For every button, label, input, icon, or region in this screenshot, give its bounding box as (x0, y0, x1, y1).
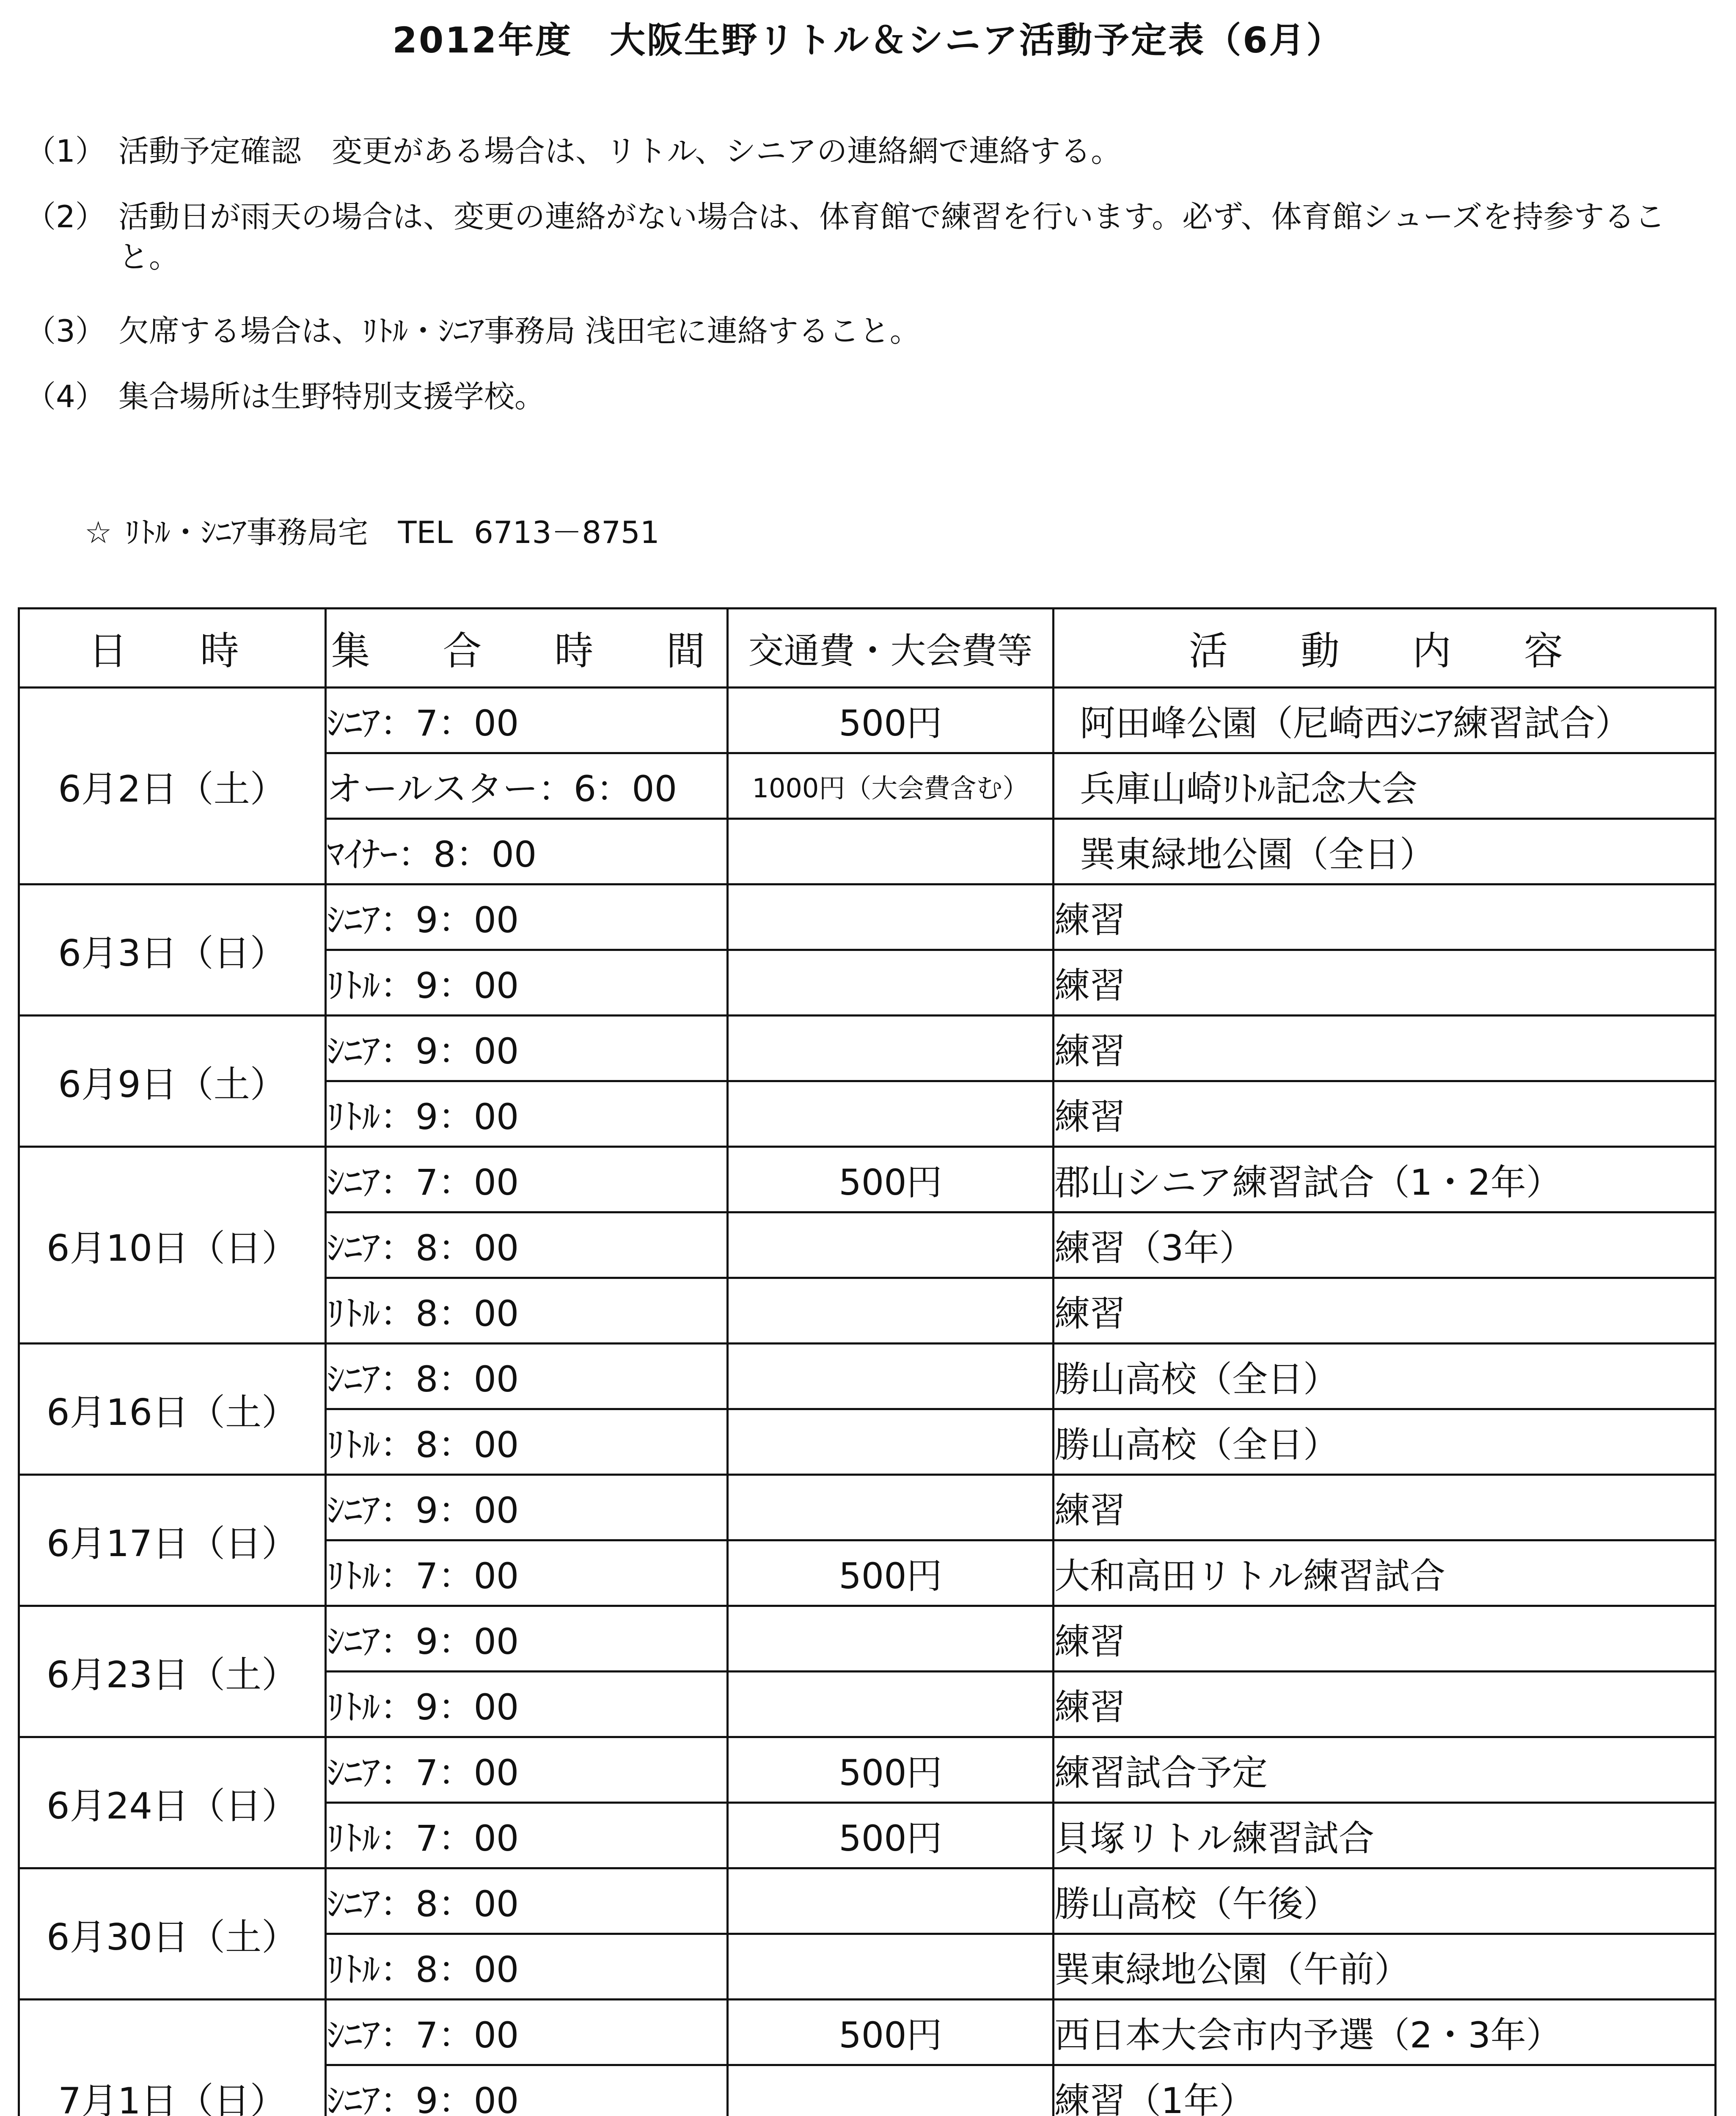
activity-cell: 練習 (1054, 1606, 1716, 1672)
fee-cell (728, 1212, 1054, 1278)
fee-cell (728, 1081, 1054, 1147)
time-cell: ｼﾆｱ：7：00 (326, 1147, 728, 1212)
activity-cell: 西日本大会市内予選（2・3年） (1054, 2000, 1716, 2065)
note-number: （2） (25, 199, 106, 234)
date-cell: 6月9日（土） (19, 1016, 326, 1147)
note-text: 欠席する場合は、ﾘﾄﾙ・ｼﾆｱ事務局 浅田宅に連絡すること。 (118, 313, 920, 349)
activity-cell: 練習 (1054, 884, 1716, 950)
date-cell: 6月17日（日） (19, 1475, 326, 1606)
time-cell: ｼﾆｱ：8：00 (326, 1212, 728, 1278)
time-cell: ｼﾆｱ：9：00 (326, 1016, 728, 1081)
table-row (19, 884, 1716, 950)
fee-cell: 500円 (728, 1147, 1054, 1212)
time-cell: ﾘﾄﾙ：7：00 (326, 1803, 728, 1868)
time-cell: ｼﾆｱ：9：00 (326, 2065, 728, 2116)
activity-cell: 巽東緑地公園（全日） (1054, 819, 1716, 884)
notes-list (17, 131, 1701, 442)
header-fee: 交通費・大会費等 (728, 609, 1054, 688)
table-row (19, 1868, 1716, 1934)
date-cell: 6月2日（土） (19, 688, 326, 884)
star-icon: ☆ (85, 515, 112, 550)
activity-cell: 練習（1年） (1054, 2065, 1716, 2116)
fee-cell (728, 819, 1054, 884)
activity-cell: 練習 (1054, 1475, 1716, 1540)
date-cell: 6月24日（日） (19, 1737, 326, 1868)
note-text: 活動予定確認 変更がある場合は、リトル、シニアの連絡網で連絡する。 (118, 133, 1122, 169)
table-row (19, 688, 1716, 753)
fee-cell: 500円 (728, 1803, 1054, 1868)
table-row (19, 1147, 1716, 1212)
schedule-table (18, 607, 1717, 2116)
fee-cell (728, 1934, 1054, 2000)
date-cell: 6月30日（土） (19, 1868, 326, 2000)
fee-cell: 500円 (728, 2000, 1054, 2065)
time-cell: ｼﾆｱ：7：00 (326, 2000, 728, 2065)
time-cell: ﾘﾄﾙ：9：00 (326, 950, 728, 1016)
header-activity: 活 動 内 容 (1054, 609, 1716, 688)
tel-label: TEL (398, 515, 453, 550)
time-cell: ﾘﾄﾙ：7：00 (326, 1540, 728, 1606)
tel-number: 6713－8751 (474, 515, 660, 550)
activity-cell: 阿田峰公園（尼崎西ｼﾆｱ練習試合） (1054, 688, 1716, 753)
activity-cell: 練習（3年） (1054, 1212, 1716, 1278)
note-item (17, 311, 1701, 377)
time-cell: ﾘﾄﾙ：9：00 (326, 1672, 728, 1737)
time-cell: ﾏｲﾅｰ：8：00 (326, 819, 728, 884)
activity-cell: 練習 (1054, 1672, 1716, 1737)
table-row (19, 1606, 1716, 1672)
fee-cell: 500円 (728, 1737, 1054, 1803)
activity-cell: 練習試合予定 (1054, 1737, 1716, 1803)
time-cell: ｼﾆｱ：9：00 (326, 1606, 728, 1672)
date-cell: 6月23日（土） (19, 1606, 326, 1737)
note-text: 集合場所は生野特別支援学校。 (118, 379, 545, 414)
time-cell: ﾘﾄﾙ：8：00 (326, 1278, 728, 1344)
activity-cell: 練習 (1054, 1278, 1716, 1344)
fee-cell (728, 1606, 1054, 1672)
table-row (19, 1737, 1716, 1803)
date-cell: 6月16日（土） (19, 1344, 326, 1475)
time-cell: ｼﾆｱ：9：00 (326, 884, 728, 950)
time-cell: オールスター：6：00 (326, 753, 728, 819)
time-cell: ｼﾆｱ：8：00 (326, 1344, 728, 1409)
date-cell: 6月10日（日） (19, 1147, 326, 1344)
fee-cell (728, 1868, 1054, 1934)
activity-cell: 郡山シニア練習試合（1・2年） (1054, 1147, 1716, 1212)
note-item (17, 377, 1701, 442)
header-time: 集 合 時 間 (326, 609, 728, 688)
activity-cell: 勝山高校（全日） (1054, 1409, 1716, 1475)
table-row (19, 2000, 1716, 2065)
fee-cell (728, 1016, 1054, 1081)
fee-cell (728, 950, 1054, 1016)
activity-cell: 貝塚リトル練習試合 (1054, 1803, 1716, 1868)
note-number: （3） (25, 313, 106, 349)
note-text: 活動日が雨天の場合は、変更の連絡がない場合は、体育館で練習を行います。必ず、体育館シューズを持参すること。 (118, 199, 1665, 275)
table-header-row (19, 609, 1716, 688)
activity-cell: 練習 (1054, 1016, 1716, 1081)
activity-cell: 勝山高校（全日） (1054, 1344, 1716, 1409)
fee-cell: 1000円（大会費含む） (728, 753, 1054, 819)
office-contact (85, 508, 660, 552)
fee-cell: 500円 (728, 1540, 1054, 1606)
fee-cell (728, 884, 1054, 950)
time-cell: ｼﾆｱ：7：00 (326, 688, 728, 753)
time-cell: ﾘﾄﾙ：8：00 (326, 1934, 728, 2000)
table-row (19, 1475, 1716, 1540)
time-cell: ｼﾆｱ：8：00 (326, 1868, 728, 1934)
fee-cell (728, 1672, 1054, 1737)
table-row (19, 1016, 1716, 1081)
note-item (17, 197, 1701, 311)
activity-cell: 兵庫山崎ﾘﾄﾙ記念大会 (1054, 753, 1716, 819)
activity-cell: 大和高田リトル練習試合 (1054, 1540, 1716, 1606)
note-item (17, 131, 1701, 197)
fee-cell: 500円 (728, 688, 1054, 753)
date-cell: 6月3日（日） (19, 884, 326, 1016)
page-title: 2012年度 大阪生野リトル＆シニア活動予定表（6月） (392, 19, 1344, 61)
time-cell: ｼﾆｱ：7：00 (326, 1737, 728, 1803)
fee-cell (728, 1278, 1054, 1344)
activity-cell: 巽東緑地公園（午前） (1054, 1934, 1716, 2000)
note-number: （4） (25, 379, 106, 414)
fee-cell (728, 1344, 1054, 1409)
date-cell: 7月1日（日） (19, 2000, 326, 2116)
activity-cell: 練習 (1054, 1081, 1716, 1147)
fee-cell (728, 1475, 1054, 1540)
time-cell: ﾘﾄﾙ：8：00 (326, 1409, 728, 1475)
office-name: ﾘﾄﾙ・ｼﾆｱ事務局宅 (124, 515, 369, 550)
time-cell: ﾘﾄﾙ：9：00 (326, 1081, 728, 1147)
activity-cell: 勝山高校（午後） (1054, 1868, 1716, 1934)
note-number: （1） (25, 133, 106, 169)
time-cell: ｼﾆｱ：9：00 (326, 1475, 728, 1540)
table-row (19, 1344, 1716, 1409)
fee-cell (728, 1409, 1054, 1475)
fee-cell (728, 2065, 1054, 2116)
activity-cell: 練習 (1054, 950, 1716, 1016)
header-date: 日 時 (19, 609, 326, 688)
